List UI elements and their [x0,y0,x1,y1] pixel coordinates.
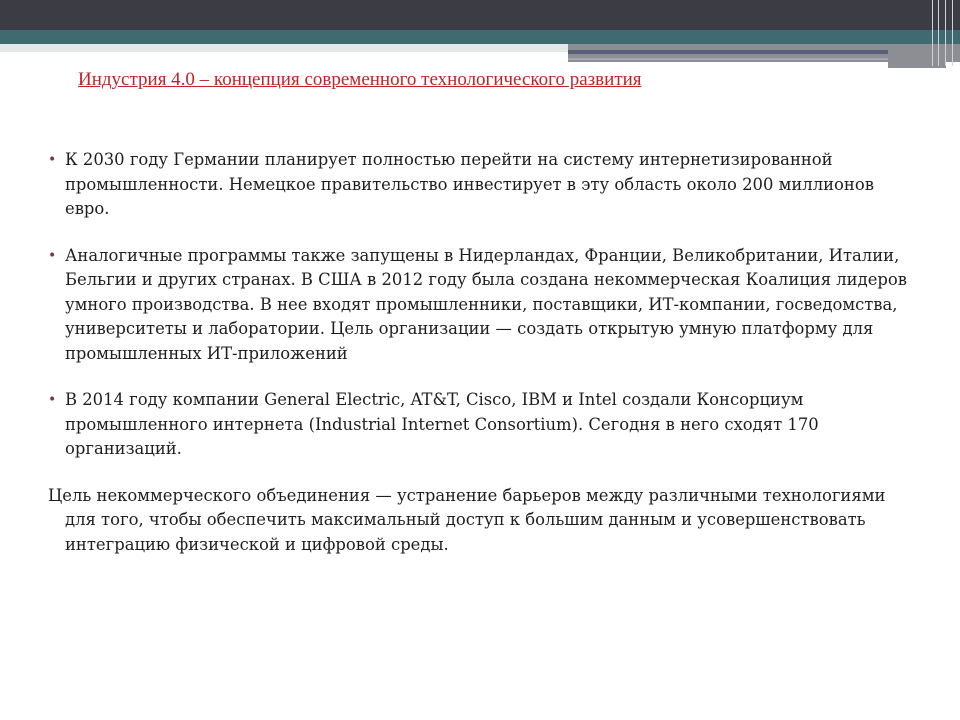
bullet-text: К 2030 году Германии планирует полностью перейти на систему интернетизированной промышленности. Немецкое правительство инвестирует в эту область около 200 миллионов евро. [65,150,874,218]
bullet-icon: • [48,247,57,264]
header-band-light [0,44,568,52]
header-vertical-line [938,0,939,66]
closing-paragraph: Цель некоммерческого объединения — устранение барьеров между различными технологиями для того, чтобы обеспечить максимальный доступ к большим данным и усовершенствовать интеграцию физической и цифровой среды. [48,485,886,554]
bullet-item [48,388,908,462]
header-band-teal [0,30,960,44]
bullet-icon: • [48,392,57,408]
header-vertical-line [932,0,933,66]
header-stripe [568,50,888,54]
bullet-item [48,244,908,367]
bullet-text: В 2014 году компании General Electric, AT&T, Cisco, IBM и Intel создали Консорциум промышленного интернета (Industrial Internet Consortium). Сегодня в него сходят 170 организаций. [65,390,819,458]
bullet-item [48,148,908,222]
header-vertical-line [952,0,953,66]
slide-title: Индустрия 4.0 – концепция современного технологического развития [78,69,642,90]
header-stripe-thin [568,58,888,60]
bullet-icon: • [48,152,57,168]
header-vertical-line [945,0,946,66]
bullet-text: Аналогичные программы также запущены в Нидерландах, Франции, Великобритании, Италии, Бельгии и других странах. В США в 2012 году была создана некоммерческая Коалиция лидеров умного производства. В нее входят промышленники, поставщики, ИТ-компании, госведомства, университеты и лаборатории. Цель организации — создать открытую умную платформу для промышленных ИТ-приложений [65,245,907,363]
slide-body [48,148,908,557]
header-band-dark [0,0,960,30]
